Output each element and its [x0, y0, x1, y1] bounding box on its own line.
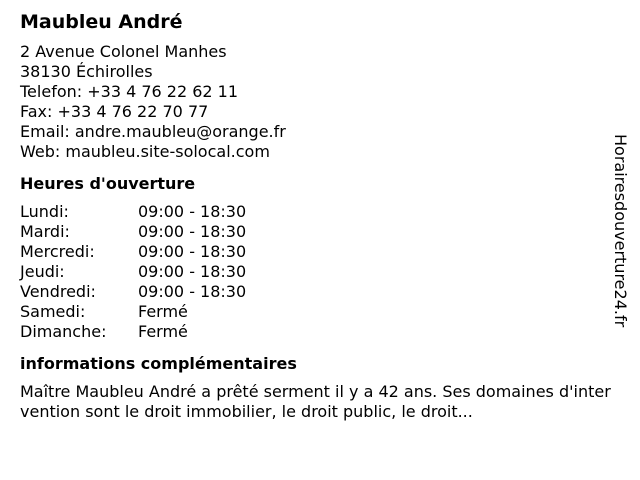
hours-row-mercredi — [20, 242, 620, 262]
opening-hours-table — [20, 202, 620, 342]
business-card — [20, 10, 620, 422]
additional-info-heading: informations complémentaires — [20, 354, 297, 373]
hours-row-samedi — [20, 302, 620, 322]
hours-row-jeudi — [20, 262, 620, 282]
hours-time: Fermé — [138, 302, 188, 321]
hours-time: 09:00 - 18:30 — [138, 202, 247, 221]
hours-day: Dimanche: — [20, 322, 107, 341]
opening-hours-heading: Heures d'ouverture — [20, 174, 196, 193]
hours-day: Vendredi: — [20, 282, 96, 301]
hours-row-vendredi — [20, 282, 620, 302]
contact-block — [20, 42, 620, 162]
hours-row-lundi — [20, 202, 620, 222]
phone-number: Telefon: +33 4 76 22 62 11 — [20, 82, 239, 101]
hours-day: Jeudi: — [20, 262, 65, 281]
hours-time: 09:00 - 18:30 — [138, 282, 247, 301]
hours-time: 09:00 - 18:30 — [138, 222, 247, 241]
hours-time: Fermé — [138, 322, 188, 341]
hours-day: Lundi: — [20, 202, 69, 221]
fax-number: Fax: +33 4 76 22 70 77 — [20, 102, 209, 121]
address-city: 38130 Échirolles — [20, 62, 153, 81]
hours-time: 09:00 - 18:30 — [138, 242, 247, 261]
business-name: Maubleu André — [20, 11, 183, 33]
hours-row-dimanche — [20, 322, 620, 342]
website-url: Web: maubleu.site-solocal.com — [20, 142, 270, 161]
site-watermark — [600, 134, 640, 374]
email-address: Email: andre.maubleu@orange.fr — [20, 122, 286, 141]
additional-info-text: Maître Maubleu André a prêté serment il y a 42 ans. Ses domaines d'intervention sont le droit immobilier, le droit public, le droit... — [20, 382, 611, 421]
hours-day: Samedi: — [20, 302, 86, 321]
hours-row-mardi — [20, 222, 620, 242]
address-street: 2 Avenue Colonel Manhes — [20, 42, 227, 61]
hours-day: Mardi: — [20, 222, 70, 241]
hours-day: Mercredi: — [20, 242, 95, 261]
hours-time: 09:00 - 18:30 — [138, 262, 247, 281]
watermark-text: Horairesdouverture24.fr — [611, 134, 630, 328]
